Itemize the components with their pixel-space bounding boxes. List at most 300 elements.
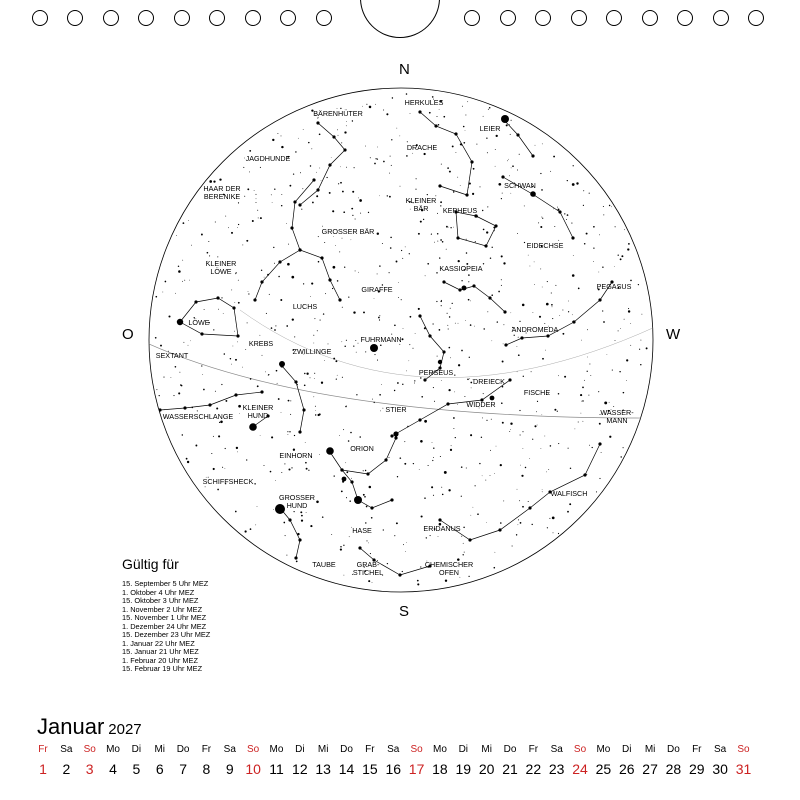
day-number: 16 — [385, 761, 402, 777]
star — [418, 233, 420, 235]
star — [346, 121, 347, 122]
star — [245, 349, 246, 350]
star — [358, 272, 359, 273]
star — [562, 333, 564, 335]
star — [391, 139, 392, 140]
day-number: 30 — [712, 761, 728, 777]
calendar-day — [733, 742, 755, 780]
star — [483, 263, 484, 264]
calendar-day — [149, 742, 171, 780]
star — [551, 292, 552, 293]
star — [495, 166, 496, 167]
star — [341, 142, 342, 143]
star — [630, 280, 632, 282]
star — [470, 301, 471, 302]
star — [234, 302, 235, 303]
star — [365, 146, 366, 147]
star — [424, 497, 426, 499]
star — [290, 226, 293, 229]
star — [432, 442, 433, 443]
star — [583, 190, 584, 191]
star — [531, 371, 532, 372]
star — [592, 447, 593, 448]
star — [511, 168, 512, 169]
star — [524, 205, 525, 206]
star — [270, 471, 272, 473]
weekday-label: Fr — [38, 744, 48, 755]
star — [298, 430, 301, 433]
star — [348, 296, 349, 297]
star — [621, 456, 622, 457]
star — [342, 191, 344, 193]
star — [548, 469, 549, 470]
star — [498, 183, 501, 186]
star — [343, 211, 345, 213]
star — [550, 445, 552, 447]
star — [620, 258, 622, 260]
star — [453, 428, 454, 429]
star — [620, 328, 621, 329]
star — [530, 266, 531, 267]
star — [312, 178, 315, 181]
star — [344, 346, 345, 347]
star — [294, 556, 297, 559]
calendar-day — [662, 742, 684, 780]
star — [472, 284, 475, 287]
star — [599, 478, 600, 479]
star — [540, 173, 541, 174]
star — [403, 328, 404, 329]
star — [244, 530, 246, 532]
star — [537, 401, 538, 402]
star — [418, 308, 420, 310]
star — [547, 527, 548, 528]
star — [310, 165, 311, 166]
star — [414, 383, 415, 384]
star — [276, 370, 278, 372]
weekday-label: Do — [176, 744, 190, 755]
bright-star — [249, 423, 257, 431]
star — [162, 292, 163, 293]
star — [501, 175, 504, 178]
star — [218, 435, 220, 437]
star — [448, 389, 450, 391]
star — [315, 410, 316, 411]
star — [358, 198, 359, 199]
star — [519, 410, 520, 411]
star — [503, 500, 504, 501]
star — [238, 202, 239, 203]
star — [200, 332, 203, 335]
star — [398, 282, 399, 283]
star — [463, 126, 465, 128]
star — [441, 164, 442, 165]
star — [247, 322, 248, 323]
star — [542, 491, 543, 492]
star — [328, 163, 331, 166]
star — [375, 104, 376, 105]
star — [446, 249, 447, 250]
star — [260, 167, 261, 168]
star — [439, 329, 441, 331]
star — [494, 224, 497, 227]
star — [467, 379, 469, 381]
star — [558, 210, 561, 213]
day-number: 21 — [502, 761, 518, 777]
star — [301, 209, 302, 210]
star — [428, 465, 429, 466]
day-number: 31 — [735, 761, 752, 777]
star — [277, 133, 278, 134]
weekday-label: Do — [340, 744, 353, 755]
star — [587, 357, 588, 358]
constellation-label-grosser-baer: GROSSER BÄR — [321, 227, 375, 236]
star — [500, 522, 502, 524]
star — [368, 543, 369, 544]
star — [580, 394, 582, 396]
star — [502, 422, 504, 424]
star — [531, 524, 532, 525]
calendar-day — [266, 742, 288, 780]
star — [587, 371, 588, 372]
star — [332, 288, 333, 289]
star — [438, 536, 439, 537]
validity-line: 1. Februar 20 Uhr MEZ — [122, 655, 198, 665]
star — [328, 343, 329, 344]
star — [340, 166, 341, 167]
star — [486, 231, 488, 233]
star — [305, 462, 307, 464]
star — [342, 307, 343, 308]
validity-block — [122, 556, 210, 674]
star — [265, 371, 266, 372]
star — [539, 316, 541, 318]
star — [496, 135, 498, 137]
validity-title: Gültig für — [122, 556, 179, 572]
star — [609, 205, 610, 206]
calendar-day — [709, 742, 731, 780]
compass-south: S — [399, 603, 410, 620]
star — [564, 376, 566, 378]
star — [508, 159, 509, 160]
weekday-label: So — [410, 744, 423, 755]
star — [479, 463, 480, 464]
star — [445, 580, 447, 582]
star — [572, 183, 575, 186]
star — [183, 406, 186, 409]
star — [257, 385, 259, 387]
star — [454, 132, 457, 135]
star — [609, 436, 611, 438]
star — [387, 195, 388, 196]
star — [254, 190, 255, 191]
weekday-label: Di — [458, 744, 469, 755]
star — [275, 480, 276, 481]
star — [601, 452, 602, 453]
weekday-label: Fr — [201, 744, 212, 755]
star — [433, 323, 434, 324]
star — [208, 241, 209, 242]
star — [434, 242, 435, 243]
star — [439, 109, 440, 110]
star — [343, 429, 344, 430]
star — [581, 401, 582, 402]
star — [346, 167, 347, 168]
star — [406, 155, 408, 157]
star — [365, 351, 366, 352]
star — [518, 519, 519, 520]
star — [487, 152, 488, 153]
star — [550, 171, 551, 172]
star — [528, 506, 531, 509]
star — [238, 302, 240, 304]
star — [287, 263, 290, 266]
star — [447, 313, 448, 314]
calendar-day — [172, 742, 194, 780]
star — [463, 543, 464, 544]
star — [583, 205, 584, 206]
star — [261, 270, 262, 271]
weekday-label: Mo — [269, 744, 284, 755]
star — [470, 515, 471, 516]
star — [283, 522, 285, 524]
star — [278, 398, 280, 400]
star — [603, 214, 604, 215]
star — [628, 308, 629, 309]
star — [168, 315, 170, 317]
star — [510, 193, 511, 194]
star — [175, 366, 177, 368]
star — [495, 149, 496, 150]
star — [256, 198, 257, 199]
weekday-label: So — [247, 744, 260, 755]
star — [593, 261, 594, 262]
star — [544, 323, 545, 324]
star — [487, 311, 488, 312]
star — [491, 419, 492, 420]
star — [237, 227, 238, 228]
star — [586, 233, 588, 235]
star — [394, 324, 396, 326]
star — [486, 420, 487, 421]
star — [519, 500, 520, 501]
star — [482, 417, 483, 418]
weekday-label: Mo — [106, 744, 120, 755]
constellation-label-schiffsheck: SCHIFFSHECK — [202, 477, 254, 486]
star — [292, 318, 294, 320]
star — [460, 577, 461, 578]
star — [324, 360, 325, 361]
star — [611, 206, 612, 207]
star — [289, 185, 291, 187]
star — [554, 409, 556, 411]
constellation-label-herkules: HERKULES — [404, 98, 444, 107]
star — [416, 178, 417, 179]
star — [264, 465, 265, 466]
star — [498, 291, 500, 293]
weekday-label: Do — [667, 744, 680, 755]
star — [551, 304, 553, 306]
star — [257, 210, 258, 211]
star — [441, 305, 442, 306]
weekday-label: Mo — [596, 744, 611, 755]
star — [217, 256, 218, 257]
star — [236, 272, 237, 273]
day-number: 20 — [478, 761, 495, 777]
star — [284, 463, 285, 464]
star — [628, 243, 630, 245]
star — [450, 449, 452, 451]
star — [444, 471, 447, 474]
day-number: 27 — [642, 761, 658, 777]
star — [374, 354, 375, 355]
constellation-label-wasserschlange: WASSERSCHLANGE — [162, 412, 234, 421]
star — [260, 435, 261, 436]
star — [520, 336, 523, 339]
constellation-label-stier: STIER — [385, 405, 407, 414]
star — [331, 157, 332, 158]
star — [343, 148, 346, 151]
weekday-label: So — [737, 744, 750, 755]
star — [640, 340, 641, 341]
star — [310, 296, 311, 297]
weekday-label: So — [573, 744, 587, 755]
star — [438, 518, 441, 521]
year: 2027 — [108, 721, 142, 738]
star — [342, 377, 343, 378]
star — [558, 393, 560, 395]
star — [542, 358, 544, 360]
constellation-label-widder: WIDDER — [466, 400, 496, 409]
star — [522, 431, 523, 432]
star — [502, 193, 503, 194]
star — [374, 163, 376, 165]
star — [352, 215, 353, 216]
star — [437, 213, 438, 214]
star — [293, 200, 296, 203]
constellation-label-taube: TAUBE — [312, 560, 336, 569]
validity-line: 15. Oktober 3 Uhr MEZ — [122, 596, 199, 606]
star — [331, 534, 332, 535]
star — [338, 298, 341, 301]
star — [352, 191, 354, 193]
star — [415, 333, 416, 334]
star — [215, 391, 216, 392]
star — [440, 205, 441, 206]
star — [483, 116, 484, 117]
star — [447, 167, 449, 169]
star — [182, 260, 183, 261]
star — [340, 549, 342, 551]
star — [218, 309, 219, 310]
star — [567, 511, 569, 513]
star — [286, 555, 287, 556]
star — [402, 338, 404, 340]
star — [312, 202, 314, 204]
star — [394, 535, 395, 536]
calendar-day — [499, 742, 521, 780]
star — [408, 360, 409, 361]
star — [346, 471, 348, 473]
star — [374, 298, 375, 299]
star — [446, 402, 449, 405]
star — [443, 116, 445, 118]
star — [510, 134, 511, 135]
star — [420, 566, 421, 567]
star — [581, 340, 582, 341]
star — [461, 350, 463, 352]
star — [364, 496, 366, 498]
star — [440, 456, 441, 457]
constellation-label-baerenhueter: BÄRENHÜTER — [313, 109, 363, 118]
star — [429, 112, 431, 114]
star — [415, 189, 416, 190]
star — [333, 358, 335, 360]
star — [628, 310, 630, 312]
star — [293, 173, 294, 174]
star — [344, 267, 345, 268]
star — [310, 377, 311, 378]
star — [363, 311, 365, 313]
star — [339, 435, 340, 436]
star — [612, 370, 613, 371]
star — [518, 337, 519, 338]
star — [370, 553, 371, 554]
star — [641, 314, 642, 315]
star — [308, 142, 309, 143]
star — [310, 525, 312, 527]
star — [176, 235, 177, 236]
star — [468, 281, 469, 282]
star — [215, 222, 216, 223]
star — [401, 250, 402, 251]
constellation-label-krebs: KREBS — [248, 339, 274, 348]
star — [598, 442, 601, 445]
star — [205, 486, 206, 487]
star — [243, 167, 244, 168]
star — [414, 380, 415, 381]
validity-line: 15. Februar 19 Uhr MEZ — [122, 664, 203, 674]
star — [273, 509, 274, 510]
star — [418, 418, 421, 421]
star — [568, 311, 569, 312]
star — [353, 345, 354, 346]
star — [589, 193, 590, 194]
star — [288, 400, 290, 402]
star — [363, 470, 364, 471]
star — [383, 110, 384, 111]
star — [379, 319, 380, 320]
star — [598, 298, 601, 301]
star — [222, 467, 223, 468]
star — [542, 218, 543, 219]
star — [449, 171, 451, 173]
constellation-label-zwillinge: ZWILLINGE — [292, 347, 332, 356]
star — [425, 275, 426, 276]
star — [404, 441, 405, 442]
star — [420, 377, 421, 378]
star — [248, 293, 249, 294]
star — [298, 138, 299, 139]
star — [336, 379, 337, 380]
star — [346, 340, 347, 341]
star — [366, 472, 369, 475]
star — [424, 420, 427, 423]
star — [603, 321, 605, 323]
calendar-day — [102, 742, 124, 780]
star — [501, 402, 503, 404]
star — [374, 402, 375, 403]
